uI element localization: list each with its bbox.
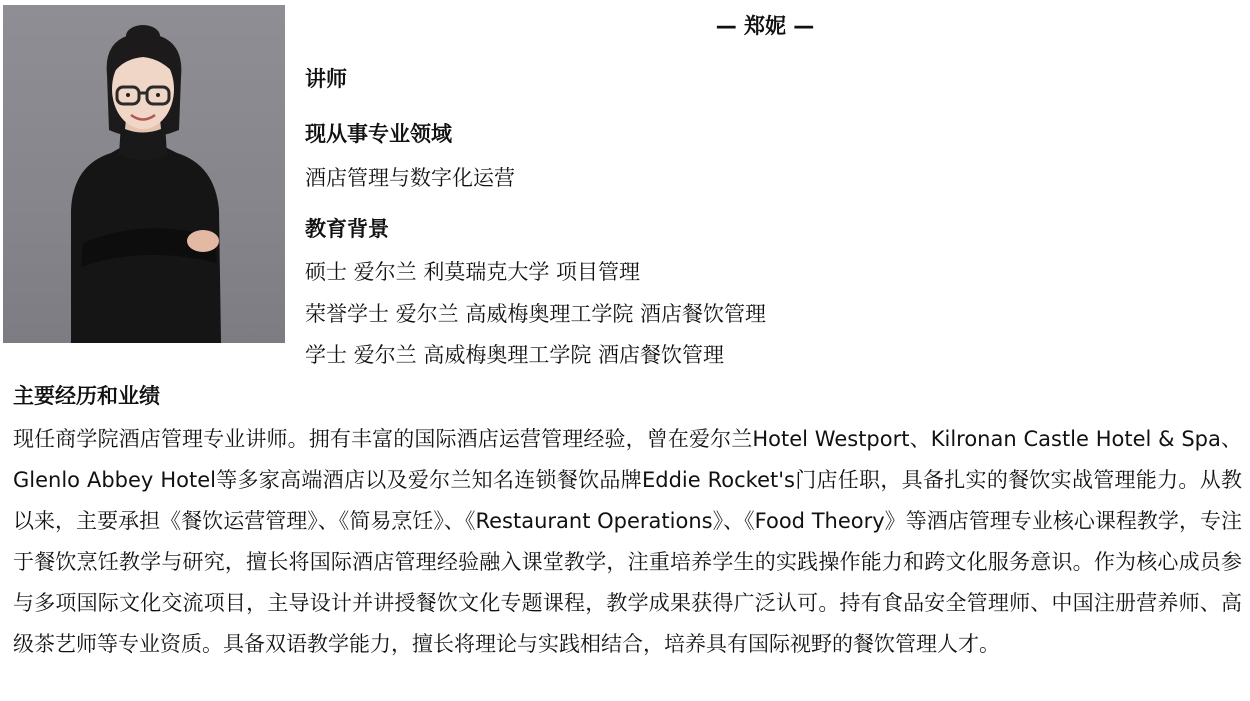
education-item: 硕士 爱尔兰 利莫瑞克大学 项目管理 — [305, 260, 641, 284]
profile-photo — [3, 5, 285, 343]
experience-heading: 主要经历和业绩 — [13, 384, 160, 408]
experience-text: 现任商学院酒店管理专业讲师。拥有丰富的国际酒店运营管理经验，曾在爱尔兰Hotel Westport、Kilronan Castle Hotel & Spa、Glenlo Abbey Hotel等多家高端酒店以及爱尔兰知名连锁餐饮品牌Eddie Rocket's门店任职，具备扎实的餐饮实战管理能力。从教以来，主要承担《餐饮运营管理》、《简易烹饪》、《Restaurant Operations》、《Food Theory》等酒店管理专业核心课程教学，专注于餐饮烹饪教学与研究，擅长将国际酒店管理经验融入课堂教学，注重培养学生的实践操作能力和跨文化服务意识。作为核心成员参与多项国际文化交流项目，主导设计并讲授餐饮文化专题课程，教学成果获得广泛认可。持有食品安全管理师、中国注册营养师、高级茶艺师等专业资质。具备双语教学能力，擅长将理论与实践相结合，培养具有国际视野的餐饮管理人才。 — [13, 427, 1242, 656]
education-item: 学士 爱尔兰 高威梅奥理工学院 酒店餐饮管理 — [305, 343, 725, 367]
field-heading: 现从事专业领域 — [305, 122, 452, 146]
field-value: 酒店管理与数字化运营 — [305, 166, 515, 190]
job-title: 讲师 — [305, 67, 347, 91]
education-heading: 教育背景 — [305, 217, 389, 241]
education-item: 荣誉学士 爱尔兰 高威梅奥理工学院 酒店餐饮管理 — [305, 302, 767, 326]
person-name: — 郑妮 — — [715, 14, 815, 38]
